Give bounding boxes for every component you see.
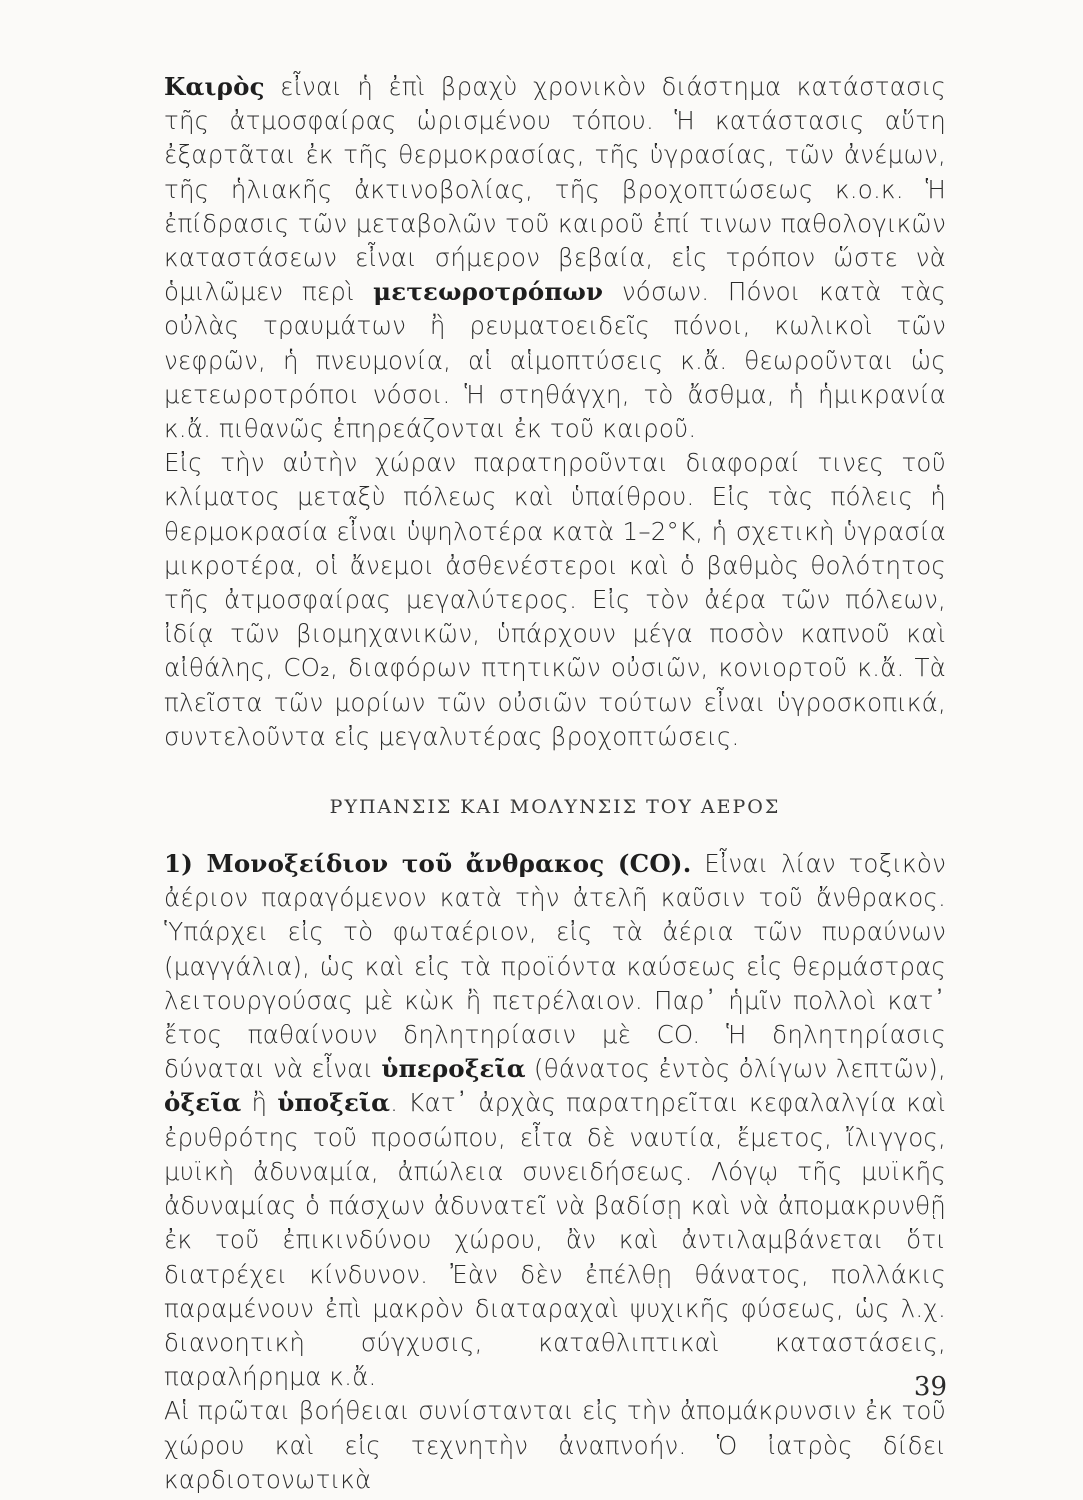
paragraph-urban-climate (164, 446, 946, 754)
paragraph-urban-climate-text: Εἰς τὴν αὐτὴν χώραν παρατηροῦνται διαφοραί τινες τοῦ κλίματος μεταξὺ πόλεως καὶ ὑπαίθρου. Εἰς τὰς πόλεις ἡ θερμοκρασία εἶναι ὑψηλοτέρα κατὰ 1–2°Κ, ἡ σχετικὴ ὑγρασία μικροτέρα, οἱ ἄνεμοι ἀσθενέστεροι καὶ ὁ βαθμὸς θολότητος τῆς ἀτμοσφαίρας μεγαλύτερος. Εἰς τὸν ἀέρα τῶν πόλεων, ἰδίᾳ τῶν βιομηχανικῶν, ὑπάρχουν μέγα ποσὸν καπνοῦ καὶ αἰθάλης, CO₂, διαφόρων πτητικῶν οὐσιῶν, κονιορτοῦ κ.ἄ. Τὰ πλεῖστα τῶν μορίων τῶν οὐσιῶν τούτων εἶναι ὑγροσκοπικά, συντελοῦντα εἰς μεγαλυτέρας βροχοπτώσεις. (164, 448, 946, 751)
paragraph-first-aid (164, 1394, 946, 1497)
paragraph-co-text-a: Εἶναι λίαν τοξικὸν ἀέριον παραγόμενον κατὰ τὴν ἀτελῆ καῦσιν τοῦ ἄνθρακος. Ὑπάρχει εἰς τὸ φωταέριον, εἰς τὰ ἀέρια τῶν πυραύνων (μαγγάλια), ὡς καὶ εἰς τὰ προϊόντα καύσεως εἰς θερμάστρας λειτουργούσας μὲ κὼκ ἢ πετρέλαιον. Παρ᾿ ἡμῖν πολλοὶ κατ᾿ ἔτος παθαίνουν δηλητηρίασιν μὲ CO. Ἡ δηλητηρίασις δύναται νὰ εἶναι (164, 849, 946, 1084)
term-meteorotropic: μετεωροτρόπων (373, 277, 604, 307)
paragraph-weather-text-a: εἶναι ἡ ἐπὶ βραχὺ χρονικὸν διάστημα κατάστασις τῆς ἀτμοσφαίρας ὡρισμένου τόπου. Ἡ κατάστασις αὕτη ἐξαρτᾶται ἐκ τῆς θερμοκρασίας, τῆς ὑγρασίας, τῶν ἀνέμων, τῆς ἡλιακῆς ἀκτινοβολίας, τῆς βροχοπτώσεως κ.ο.κ. Ἡ ἐπίδρασις τῶν μεταβολῶν τοῦ καιροῦ ἐπί τινων παθολογικῶν καταστάσεων εἶναι σήμερον βεβαία, εἰς τρόπον ὥστε νὰ ὁμιλῶμεν περὶ (164, 72, 946, 307)
page-number: 39 (913, 1372, 947, 1402)
paragraph-co-text-d: . Κατ᾿ ἀρχὰς παρατηρεῖται κεφαλαλγία καὶ ἐρυθρότης τοῦ προσώπου, εἶτα δὲ ναυτία, ἔμετος, ἴλιγγος, μυϊκὴ ἀδυναμία, ἀπώλεια συνειδήσεως. Λόγῳ τῆς μυϊκῆς ἀδυναμίας ὁ πάσχων ἀδυνατεῖ νὰ βαδίσῃ καὶ νὰ ἀπομακρυνθῇ ἐκ τοῦ ἐπικινδύνου χώρου, ἂν καὶ ἀντιλαμβάνεται ὅτι διατρέχει κίνδυνον. Ἐὰν δὲν ἐπέλθῃ θάνατος, πολλάκις παραμένουν ἐπὶ μακρὸν διαταραχαὶ ψυχικῆς φύσεως, ὡς λ.χ. διανοητικὴ σύγχυσις, καταθλιπτικαὶ καταστάσεις, παραλήρημα κ.ἄ. (164, 1088, 946, 1392)
page-body (164, 70, 946, 1497)
paragraph-carbon-monoxide (164, 847, 946, 1394)
paragraph-co-text-c: ἢ (241, 1088, 278, 1118)
paragraph-weather-text-b: νόσων. Πόνοι κατὰ τὰς οὐλὰς τραυμάτων ἢ ρευματοειδεῖς πόνοι, κωλικοὶ τῶν νεφρῶν, ἡ πνευμονία, αἱ αἱμοπτύσεις κ.ἄ. θεωροῦνται ὡς μετεωροτρόποι νόσοι. Ἡ στηθάγχη, τὸ ἄσθμα, ἡ ἡμικρανία κ.ἄ. πιθανῶς ἐπηρεάζονται ἐκ τοῦ καιροῦ. (164, 277, 946, 444)
section-heading: ΡΥΠΑΝΣΙΣ ΚΑΙ ΜΟΛΥΝΣΙΣ ΤΟΥ ΑΕΡΟΣ (329, 796, 781, 819)
term-carbon-monoxide: 1) Μονοξείδιον τοῦ ἄνθρακος (CO). (164, 849, 692, 879)
term-subacute: ὑποξεῖα (277, 1088, 391, 1118)
paragraph-co-text-b: (θάνατος ἐντὸς ὀλίγων λεπτῶν), (525, 1054, 946, 1084)
term-acute: ὀξεῖα (164, 1088, 242, 1118)
paragraph-weather (164, 70, 946, 446)
paragraph-first-aid-text: Αἱ πρῶται βοήθειαι συνίστανται εἰς τὴν ἀπομάκρυνσιν ἐκ τοῦ χώρου καὶ εἰς τεχνητὴν ἀναπνοήν. Ὁ ἰατρὸς δίδει καρδιοτονωτικὰ (164, 1396, 946, 1494)
term-kairos: Καιρὸς (164, 72, 265, 101)
term-hyperacute: ὑπεροξεῖα (381, 1054, 526, 1084)
